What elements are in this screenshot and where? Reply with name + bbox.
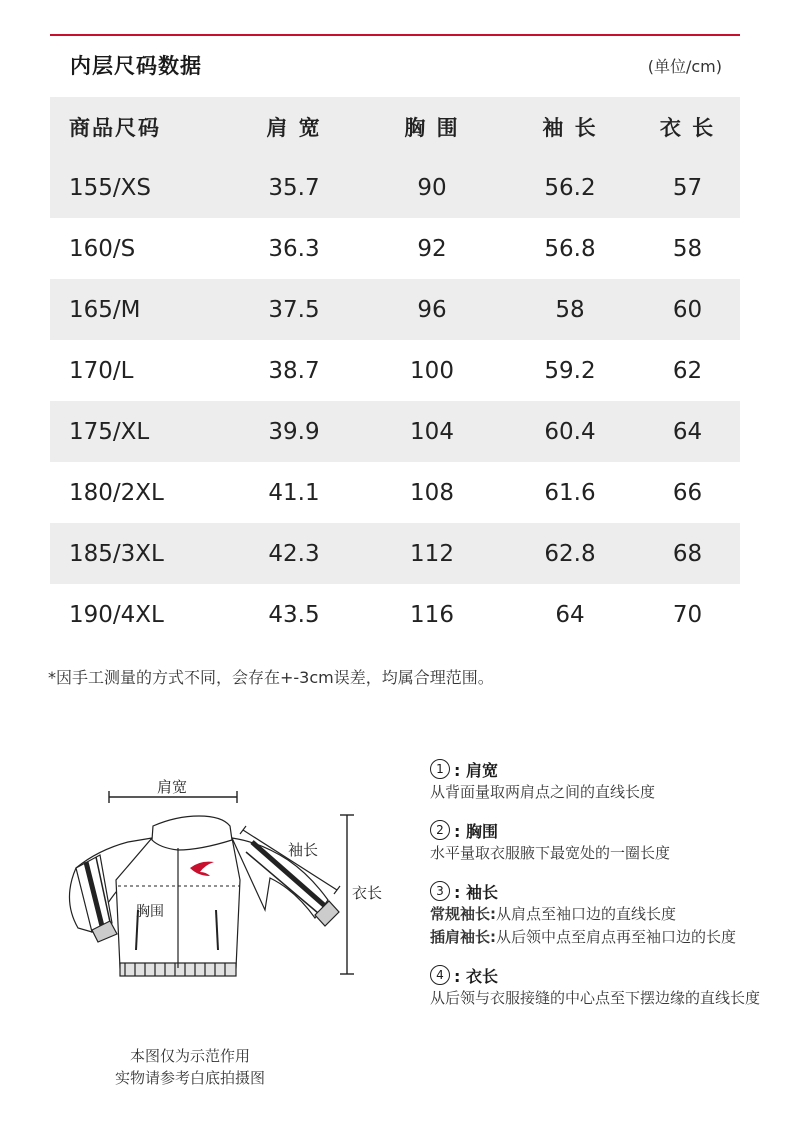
- definition-text: 从肩点至袖口边的直线长度: [496, 905, 677, 923]
- measurement-definitions: [430, 757, 760, 1024]
- measurement-cell: 60: [672, 296, 703, 323]
- size-cell: 185/3XL: [69, 540, 164, 567]
- measurement-cell: 58: [555, 296, 585, 323]
- size-cell: 160/S: [69, 235, 136, 262]
- jacket-diagram: [40, 760, 400, 1020]
- measurement-cell: 66: [672, 479, 703, 506]
- definition-title: : 肩宽: [454, 760, 498, 780]
- size-cell: 180/2XL: [69, 479, 164, 506]
- column-header: 衣 长: [659, 116, 716, 140]
- column-header: 商品尺码: [69, 116, 161, 140]
- table-row: [50, 218, 740, 279]
- definition-regular-sleeve: [430, 903, 760, 926]
- measurement-note: *因手工测量的方式不同，会存在+-3cm误差，均属合理范围。: [48, 668, 494, 687]
- measurement-cell: 41.1: [268, 479, 320, 506]
- measurement-cell: 36.3: [268, 235, 320, 262]
- measurement-cell: 62.8: [544, 540, 596, 567]
- measurement-cell: 56.2: [544, 174, 596, 201]
- definition-raglan-sleeve: [430, 926, 760, 949]
- measurement-cell: 58: [672, 235, 703, 262]
- circle-number-icon: 3: [430, 881, 450, 901]
- measurement-cell: 96: [417, 296, 447, 323]
- caption-line: 本图仅为示范作用: [129, 1047, 250, 1065]
- jacket-illustration: [69, 816, 339, 976]
- measurement-cell: 35.7: [268, 174, 320, 201]
- measurement-cell: 64: [672, 418, 703, 445]
- circle-number-icon: 4: [430, 965, 450, 985]
- definition-title: : 胸围: [454, 821, 498, 841]
- definition-label: 插肩袖长:: [430, 928, 496, 946]
- measurement-cell: 104: [410, 418, 454, 445]
- definition-sleeve: [430, 879, 760, 949]
- column-header: 袖 长: [542, 116, 598, 140]
- definition-text: 水平量取衣服腋下最宽处的一圈长度: [430, 844, 671, 862]
- diagram-caption: [100, 1045, 280, 1089]
- measurement-cell: 39.9: [268, 418, 320, 445]
- measurement-cell: 56.8: [544, 235, 596, 262]
- size-table: [50, 97, 740, 645]
- size-cell: 190/4XL: [69, 601, 164, 628]
- table-row: [50, 157, 740, 218]
- table-row: [50, 340, 740, 401]
- table-row: [50, 401, 740, 462]
- table-row: [50, 279, 740, 340]
- definition-length: [430, 963, 760, 1010]
- measurement-cell: 62: [672, 357, 703, 384]
- definition-text: 从后领与衣服接缝的中心点至下摆边缘的直线长度: [430, 989, 761, 1007]
- size-cell: 155/XS: [69, 174, 152, 201]
- measurement-cell: 64: [555, 601, 585, 628]
- measurement-cell: 37.5: [268, 296, 320, 323]
- definition-title: : 衣长: [454, 966, 498, 986]
- measurement-cell: 42.3: [268, 540, 320, 567]
- measurement-cell: 90: [417, 174, 447, 201]
- caption-line: 实物请参考白底拍摄图: [114, 1069, 265, 1087]
- measurement-cell: 92: [417, 235, 447, 262]
- definition-title: : 袖长: [454, 882, 498, 902]
- measurement-cell: 43.5: [268, 601, 320, 628]
- table-row: [50, 523, 740, 584]
- measurement-cell: 57: [672, 174, 703, 201]
- size-cell: 165/M: [69, 296, 141, 323]
- table-header-row: [50, 97, 740, 157]
- size-cell: 170/L: [69, 357, 134, 384]
- measurement-cell: 61.6: [544, 479, 596, 506]
- unit-label: (单位/cm): [647, 57, 722, 76]
- table-row: [50, 584, 740, 645]
- circle-number-icon: 1: [430, 759, 450, 779]
- circle-number-icon: 2: [430, 820, 450, 840]
- length-label: 衣长: [352, 884, 383, 902]
- definition-label: 常规袖长:: [430, 905, 496, 923]
- shoulder-label: 肩宽: [156, 778, 188, 796]
- definition-text: 从后领中点至肩点再至袖口边的长度: [496, 928, 737, 946]
- measurement-cell: 68: [672, 540, 703, 567]
- chest-label: 胸围: [136, 904, 164, 920]
- sleeve-label: 袖长: [288, 841, 319, 859]
- top-divider: [50, 34, 740, 36]
- measurement-cell: 108: [410, 479, 454, 506]
- measurement-cell: 116: [410, 601, 454, 628]
- page-title: 内层尺码数据: [70, 54, 202, 78]
- column-header: 肩 宽: [266, 116, 322, 140]
- measurement-cell: 70: [672, 601, 703, 628]
- definition-shoulder: [430, 757, 760, 804]
- size-cell: 175/XL: [69, 418, 150, 445]
- measurement-cell: 100: [410, 357, 454, 384]
- definition-text: 从背面量取两肩点之间的直线长度: [430, 783, 656, 801]
- measurement-cell: 59.2: [544, 357, 596, 384]
- measurement-cell: 38.7: [268, 357, 320, 384]
- table-row: [50, 462, 740, 523]
- measurement-cell: 60.4: [544, 418, 596, 445]
- column-header: 胸 围: [404, 116, 460, 140]
- measurement-cell: 112: [410, 540, 454, 567]
- definition-chest: [430, 818, 760, 865]
